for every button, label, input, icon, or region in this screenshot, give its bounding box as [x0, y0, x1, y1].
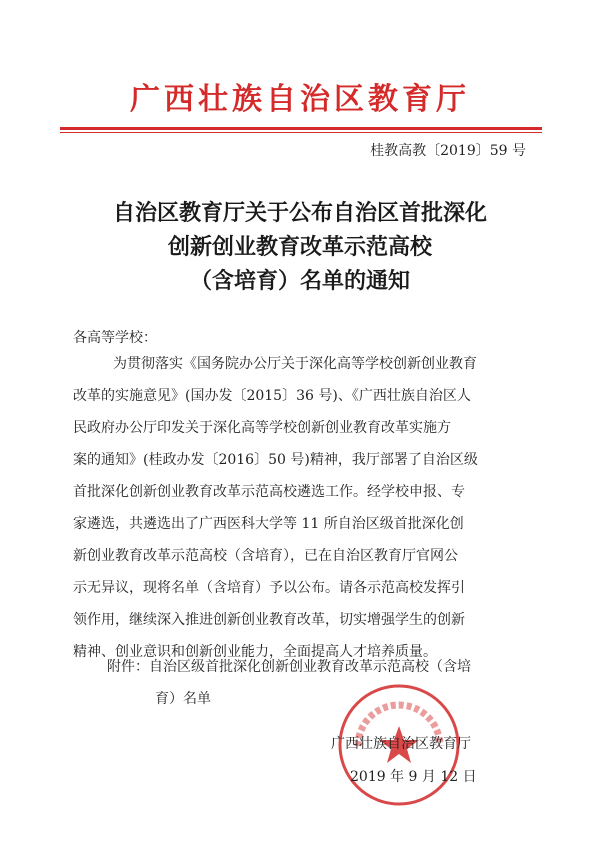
body-line: 首批深化创新创业教育改革示范高校遴选工作。经学校申报、专	[73, 484, 465, 500]
attachment-line: 育）名单	[155, 691, 211, 707]
notice-title-line: 自治区教育厅关于公布自治区首批深化	[112, 200, 487, 226]
document-number: 桂教高教〔2019〕59 号	[370, 143, 526, 159]
issue-date: 2019 年 9 月 12 日	[350, 769, 477, 785]
notice-title-line: （含培育）名单的通知	[189, 268, 410, 294]
body-line: 家遴选，共遴选出了广西医科大学等 11 所自治区级首批深化创	[73, 516, 464, 532]
notice-title	[0, 196, 600, 298]
body-line: 新创业教育改革示范高校（含培育），已在自治区教育厅官网公	[73, 548, 458, 564]
attachment-note	[107, 651, 547, 715]
attachment-line: 附件：自治区级首批深化创新创业教育改革示范高校（含培	[107, 659, 471, 675]
body-text	[73, 348, 535, 668]
notice-title-line: 创新创业教育改革示范高校	[167, 234, 432, 260]
red-divider-thick	[60, 127, 542, 130]
red-divider-thin	[60, 132, 542, 133]
salutation: 各高等学校：	[73, 330, 157, 346]
body-line: 改革的实施意见》(国办发〔2015〕36 号)、《广西壮族自治区人	[73, 388, 471, 404]
body-line: 示无异议，现将名单（含培育）予以公布。请各示范高校发挥引	[73, 580, 465, 596]
body-line: 民政府办公厅印发关于深化高等学校创新创业教育改革实施方	[73, 420, 451, 436]
body-line: 案的通知》(桂政办发〔2016〕50 号)精神，我厅部署了自治区级	[73, 452, 478, 468]
body-line: 为贯彻落实《国务院办公厅关于深化高等学校创新创业教育	[113, 356, 477, 372]
body-line: 领作用，继续深入推进创新创业教育改革，切实增强学生的创新	[73, 612, 465, 628]
issuer-name: 广西壮族自治区教育厅	[331, 736, 471, 752]
agency-header-title: 广西壮族自治区教育厅	[130, 82, 470, 117]
body-line: 精神、创业意识和创新创业能力，全面提高人才培养质量。	[73, 644, 437, 660]
